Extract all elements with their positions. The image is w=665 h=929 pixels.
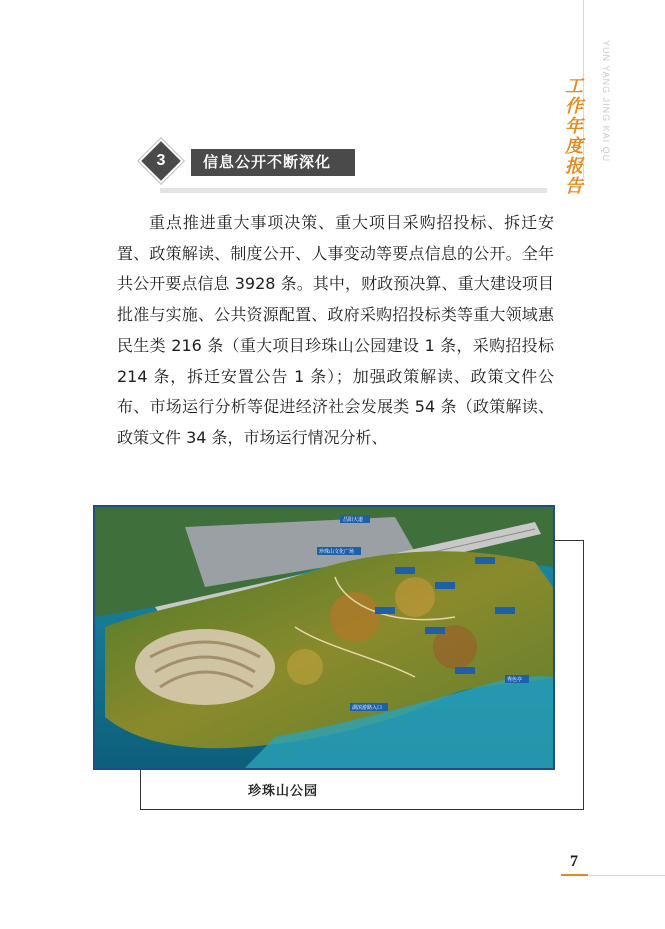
section-title: 信息公开不断深化 [191,149,355,176]
map-label-road: 昌阳大道 [343,517,364,523]
section-underline [160,188,547,193]
section-number-badge [143,143,179,179]
side-header-chinese: 工作年度报告 [562,76,583,196]
map-label-pavilion: 秀色亭 [507,677,523,683]
park-aerial-image [93,505,555,770]
figure-caption: 珍珠山公园 [248,784,319,799]
body-paragraph: 重点推进重大事项决策、重大项目采购招投标、拆迁安置、政策解读、制度公开、人事变动等要点信息的公开。全年共公开要点信息 3928 条。其中，财政预决算、重大建设项目批准与实施、公共资源配置、政府采购招投标类等重大领域惠民生类 216 条（重大项目珍珠山公园建设 1 条，采购招投标 214 条，拆迁安置公告 1 条）；加强政策解读、政策文件公布、市场运行分析等促进经济社会发展类 54 条（政策解读、政策文件 34 条，市场运行情况分析、 [117,213,554,447]
map-label-plaza: 珍珠山文化广场 [319,549,355,555]
page-number: 7 [570,853,578,870]
map-label-entrance: 湖滨游路入口 [352,705,383,711]
section-number: 3 [156,152,166,169]
page-number-accent [561,874,588,876]
side-header-english: YUN YANG JING KAI QU [601,40,611,163]
footer-rule [588,875,665,876]
